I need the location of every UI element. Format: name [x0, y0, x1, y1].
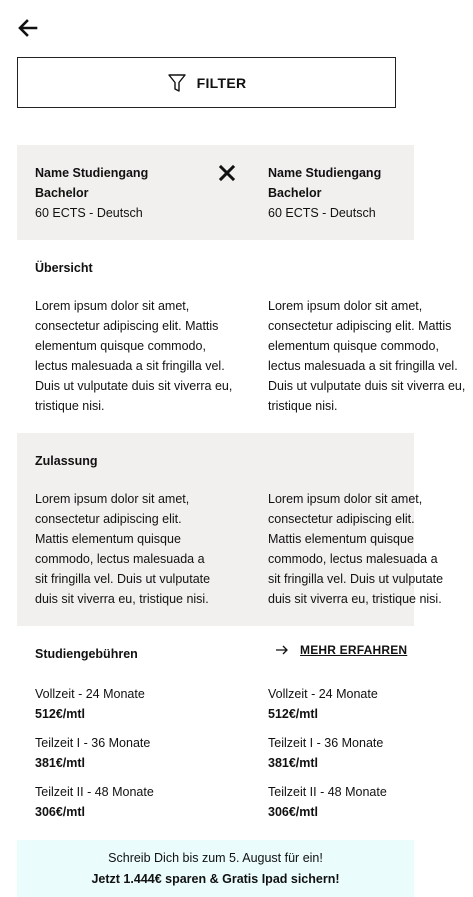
fee-price: 381€/mtl — [268, 756, 319, 770]
admission-section — [17, 433, 444, 626]
program-name: Name Studiengang — [268, 166, 382, 180]
admission-text: Lorem ipsum dolor sit amet, consectetur adipiscing elit. Mattis elementum quisque commodo, lectus malesuada a sit fringilla vel. Duis ut vulputate duis sit viverra eu, tristique nisi. — [35, 492, 211, 606]
funnel-icon — [167, 73, 187, 93]
fee-price: 381€/mtl — [35, 756, 86, 770]
filter-button[interactable] — [17, 57, 396, 108]
admission-title: Zulassung — [35, 454, 98, 468]
overview-text: Lorem ipsum dolor sit amet, consectetur adipiscing elit. Mattis elementum quisque commodo, lectus malesuada a sit fringilla vel. Duis ut vulputate duis sit viverra eu, tristique nisi. — [268, 299, 466, 413]
overview-title: Übersicht — [35, 261, 93, 275]
program-meta: 60 ECTS - Deutsch — [268, 206, 376, 220]
fee-label: Teilzeit II - 48 Monate — [35, 785, 154, 799]
fee-price: 512€/mtl — [268, 707, 319, 721]
fee-label: Teilzeit II - 48 Monate — [268, 785, 387, 799]
overview-section — [17, 240, 466, 433]
promo-line-1: Schreib Dich bis zum 5. August für ein! — [108, 851, 323, 865]
fees-section — [17, 644, 414, 834]
program-card-1 — [35, 163, 240, 223]
fee-label: Teilzeit I - 36 Monate — [268, 736, 384, 750]
back-button[interactable] — [16, 16, 40, 40]
arrow-right-icon — [274, 642, 290, 658]
remove-program-button[interactable] — [216, 162, 238, 184]
fee-label: Teilzeit I - 36 Monate — [35, 736, 151, 750]
fee-label: Vollzeit - 24 Monate — [35, 687, 145, 701]
program-name: Name Studiengang — [35, 166, 149, 180]
program-card-2 — [268, 163, 473, 223]
arrow-left-icon — [16, 16, 40, 40]
fee-price: 512€/mtl — [35, 707, 86, 721]
filter-label: FILTER — [196, 74, 247, 91]
fee-price: 306€/mtl — [35, 805, 86, 819]
close-icon — [216, 162, 238, 184]
program-degree: Bachelor — [35, 186, 89, 200]
more-info-link[interactable] — [274, 642, 407, 658]
more-info-label: MEHR ERFAHREN — [300, 643, 408, 657]
promo-line-2: Jetzt 1.444€ sparen & Gratis Ipad sichern! — [91, 872, 340, 886]
overview-text: Lorem ipsum dolor sit amet, consectetur adipiscing elit. Mattis elementum quisque commodo, lectus malesuada a sit fringilla vel. Duis ut vulputate duis sit viverra eu, tristique nisi. — [35, 299, 233, 413]
admission-text: Lorem ipsum dolor sit amet, consectetur adipiscing elit. Mattis elementum quisque commodo, lectus malesuada a sit fringilla vel. Duis ut vulputate duis sit viverra eu, tristique nisi. — [268, 492, 444, 606]
promo-banner[interactable] — [17, 840, 414, 897]
fee-label: Vollzeit - 24 Monate — [268, 687, 378, 701]
fees-list-1 — [35, 684, 240, 822]
program-meta: 60 ECTS - Deutsch — [35, 206, 143, 220]
program-header-row — [17, 145, 414, 240]
fee-price: 306€/mtl — [268, 805, 319, 819]
fees-title: Studiengebühren — [35, 647, 138, 661]
program-degree: Bachelor — [268, 186, 322, 200]
fees-list-2 — [268, 684, 473, 822]
